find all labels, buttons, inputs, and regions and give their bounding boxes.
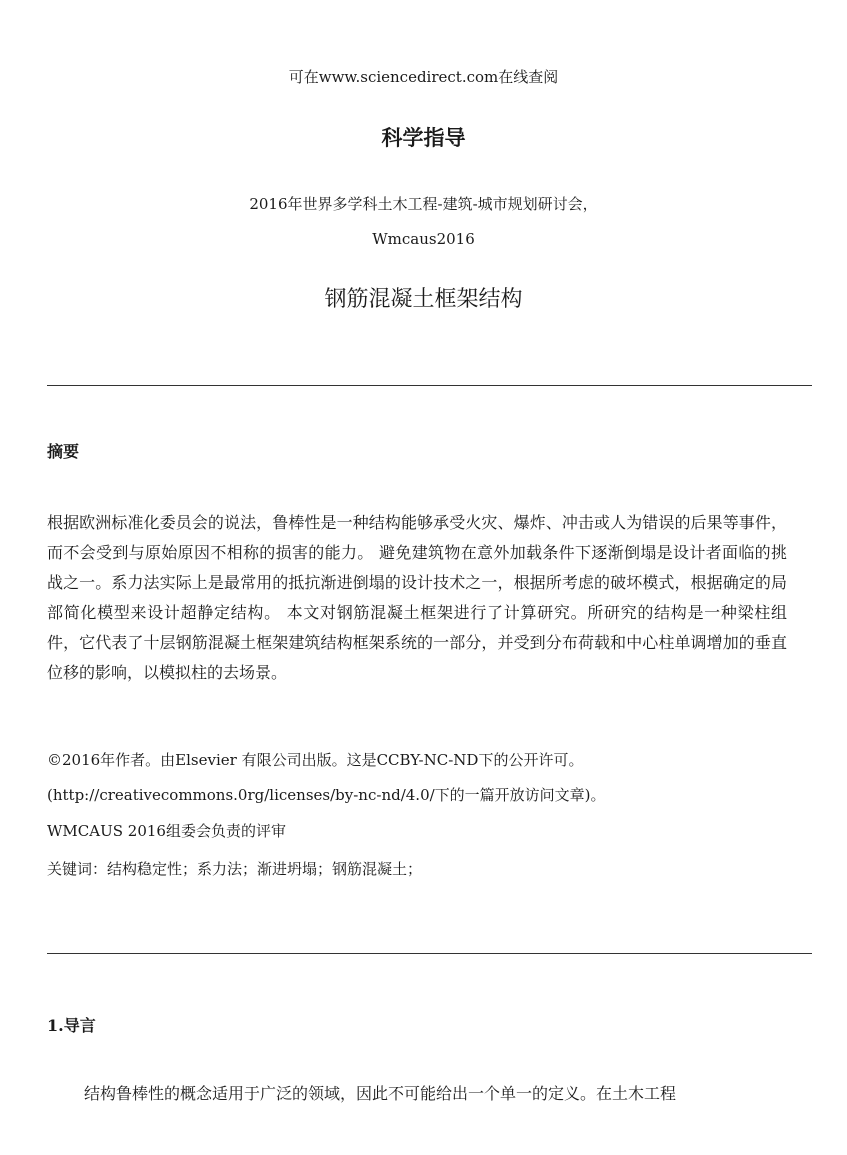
journal-name: 科学指导 xyxy=(381,125,466,150)
abstract-body: 根据欧洲标准化委员会的说法，鲁棒性是一种结构能够承受火灾、爆炸、冲击或人为错误的后果等事件，而不会受到与原始原因不相称的损害的能力。 避免建筑物在意外加载条件下逐渐倒塌是设计者面临的挑战之一。系力法实际上是最常用的抵抗渐进倒塌的设计技术之一，根据所考虑的破坏模式，根据确定的局部简化模型来设计超静定结构。 本文对钢筋混凝土框架进行了计算研究。所研究的结构是一种梁柱组件，它代表了十层钢筋混凝土框架建筑结构框架系统的一部分，并受到分布荷载和中心柱单调增加的垂直位移的影响，以模拟柱的去场景。 xyxy=(47,513,787,682)
conference-code: Wmcaus2016 xyxy=(372,230,475,248)
section-heading-introduction: 1.导言 xyxy=(47,1016,96,1035)
introduction-paragraph: 结构鲁棒性的概念适用于广泛的领域，因此不可能给出一个单一的定义。在土木工程 xyxy=(84,1084,677,1103)
availability-note: 可在www.sciencedirect.com在线查阅 xyxy=(288,68,559,86)
abstract-heading: 摘要 xyxy=(47,442,80,461)
bottom-divider xyxy=(47,953,812,954)
license-line: (http://creativecommons.0rg/licenses/by-nc-nd/4.0/下的一篇开放访问文章)。 xyxy=(47,786,606,804)
peer-review-line: WMCAUS 2016组委会负责的评审 xyxy=(47,822,286,840)
paper-title: 钢筋混凝土框架结构 xyxy=(324,287,523,312)
keywords-line: 关键词：结构稳定性；系力法；渐进坍塌；钢筋混凝土； xyxy=(47,860,423,878)
copyright-line: ©2016年作者。由Elsevier 有限公司出版。这是CCBY-NC-ND下的公开许可。 xyxy=(47,751,584,769)
top-divider xyxy=(47,385,812,386)
conference-name: 2016年世界多学科土木工程-建筑-城市规划研讨会， xyxy=(249,195,598,213)
